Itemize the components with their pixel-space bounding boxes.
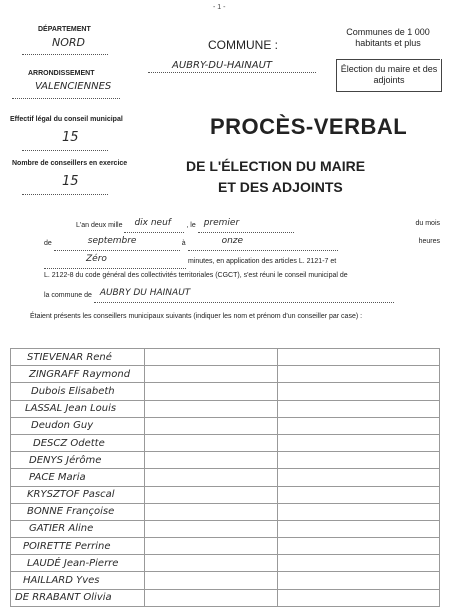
empty-cell (277, 452, 439, 469)
hour-field (188, 236, 338, 251)
councillor-name: STIEVENAR René (27, 351, 112, 363)
empty-cell (144, 349, 277, 366)
conseillers-value: 15 (62, 174, 79, 189)
year-field (124, 218, 184, 233)
councillor-cell (11, 452, 145, 469)
conseillers-label: Nombre de conseillers en exercice (12, 160, 128, 167)
councillor-name: LASSAL Jean Louis (25, 403, 117, 415)
empty-cell (277, 555, 439, 572)
councillor-name: DESCZ Odette (33, 437, 105, 449)
table-row (11, 400, 440, 417)
councillor-cell (11, 349, 145, 366)
empty-cell (277, 572, 439, 589)
councillor-name: Dubois Elisabeth (31, 385, 115, 397)
threshold-text: Communes de 1 000 habitants et plus (346, 27, 430, 48)
table-row (11, 503, 440, 520)
text-l5-a: la commune de (44, 292, 92, 299)
empty-cell (277, 434, 439, 451)
title-sub-2: ET DES ADJOINTS (218, 179, 343, 195)
effectif-value: 15 (62, 130, 79, 145)
empty-cell (277, 417, 439, 434)
year-value: dix neuf (134, 218, 171, 228)
paragraph-line-5 (44, 290, 440, 302)
councillor-cell (11, 503, 145, 520)
councillor-cell (11, 589, 145, 606)
table-row (11, 366, 440, 383)
month-field (54, 236, 180, 251)
table-row (11, 417, 440, 434)
councillor-name: PACE Maria (29, 471, 86, 483)
table-row (11, 589, 440, 606)
empty-cell (277, 486, 439, 503)
text-l1-a: L'an deux mille (76, 222, 123, 229)
election-box (336, 59, 442, 92)
text-l2-c: heures (418, 238, 440, 245)
table-row (11, 434, 440, 451)
empty-cell (277, 538, 439, 555)
table-row (11, 349, 440, 366)
month-value: septembre (87, 236, 137, 246)
empty-cell (144, 417, 277, 434)
councillor-cell (11, 469, 145, 486)
empty-cell (277, 520, 439, 537)
table-row (11, 538, 440, 555)
councillor-cell (11, 538, 145, 555)
day-field (198, 218, 294, 233)
empty-cell (144, 452, 277, 469)
table-row (11, 520, 440, 537)
commune-field (94, 288, 394, 303)
empty-cell (277, 589, 439, 606)
presence-sentence: Étaient présents les conseillers municipaux suivants (indiquer les nom et prénom d'un conseiller par case) : (30, 313, 363, 320)
empty-cell (277, 469, 439, 486)
councillor-name: DE RRABANT Olivia (15, 592, 112, 604)
hour-value: onze (221, 236, 244, 246)
empty-cell (277, 366, 439, 383)
councillor-cell (11, 417, 145, 434)
paragraph-line-3 (44, 256, 440, 268)
councillor-cell (11, 383, 145, 400)
councillor-cell (11, 555, 145, 572)
empty-cell (144, 434, 277, 451)
councillor-cell (11, 400, 145, 417)
text-l1-b: , le (186, 222, 196, 229)
councillor-cell (11, 366, 145, 383)
empty-cell (144, 538, 277, 555)
councillor-name: DENYS Jérôme (29, 454, 102, 466)
paragraph-line-1 (76, 220, 440, 232)
text-l2-a: de (44, 240, 52, 247)
empty-cell (277, 503, 439, 520)
paragraph-line-2 (44, 238, 440, 250)
table-row (11, 555, 440, 572)
councillor-name: Deudon Guy (31, 420, 94, 432)
commune-name-value: AUBRY DU HAINAUT (99, 288, 191, 298)
empty-cell (144, 520, 277, 537)
empty-cell (144, 486, 277, 503)
councillor-name: GATIER Aline (29, 523, 94, 535)
table-row (11, 469, 440, 486)
empty-cell (144, 383, 277, 400)
councillor-cell (11, 520, 145, 537)
title-main: PROCÈS-VERBAL (210, 114, 408, 139)
arrondissement-value: VALENCIENNES (35, 81, 112, 92)
councillor-cell (11, 572, 145, 589)
minutes-value: Zéro (86, 254, 107, 264)
departement-value: NORD (52, 36, 85, 49)
empty-cell (144, 503, 277, 520)
councillor-name: KRYSZTOF Pascal (27, 489, 115, 501)
empty-cell (277, 400, 439, 417)
empty-cell (144, 589, 277, 606)
table-row (11, 383, 440, 400)
empty-cell (144, 400, 277, 417)
empty-cell (144, 572, 277, 589)
councillor-cell (11, 486, 145, 503)
empty-cell (144, 469, 277, 486)
arrondissement-label: ARRONDISSEMENT (28, 70, 95, 77)
minutes-field (44, 254, 186, 269)
table-row (11, 486, 440, 503)
councillor-name: ZINGRAFF Raymond (29, 368, 131, 380)
table-row (11, 572, 440, 589)
councillors-table (10, 348, 440, 607)
title-sub-1: DE L'ÉLECTION DU MAIRE (186, 158, 366, 174)
election-text: Élection du maire et des adjoints (340, 64, 438, 85)
paragraph-line-4: L. 2122-8 du code général des collectivités territoriales (CGCT), s'est réuni le conseil municipal de (44, 272, 348, 279)
table-row (11, 452, 440, 469)
empty-cell (144, 366, 277, 383)
empty-cell (277, 349, 439, 366)
empty-cell (144, 555, 277, 572)
commune-label: COMMUNE : (208, 38, 278, 52)
day-value: premier (203, 218, 240, 228)
text-l3-a: minutes, en application des articles L. 2121-7 et (187, 258, 337, 265)
councillor-name: LAUDÉ Jean-Pierre (27, 557, 119, 569)
text-l2-b: à (181, 240, 186, 247)
councillor-name: POIRETTE Perrine (23, 540, 111, 552)
text-l1-c: du mois (415, 220, 440, 227)
councillor-name: HAILLARD Yves (23, 575, 100, 587)
councillor-cell (11, 434, 145, 451)
threshold-box (336, 25, 440, 60)
commune-value: AUBRY-DU-HAINAUT (172, 60, 272, 71)
councillor-name: BONNE Françoise (27, 506, 115, 518)
effectif-label: Effectif légal du conseil municipal (10, 116, 123, 123)
empty-cell (277, 383, 439, 400)
page-number: - 1 - (213, 4, 226, 11)
departement-label: DÉPARTEMENT (38, 26, 91, 33)
